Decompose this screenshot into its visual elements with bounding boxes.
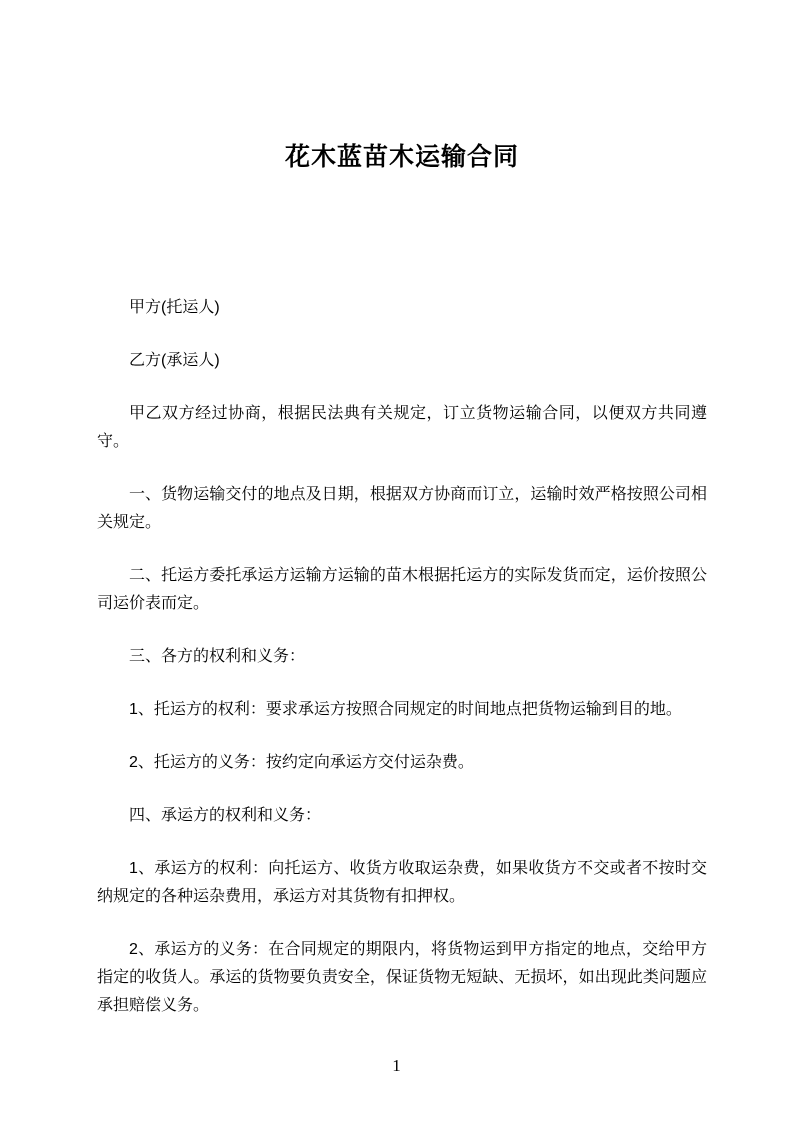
clause-3-item-1: 1、托运方的权利：要求承运方按照合同规定的时间地点把货物运输到目的地。 [129,701,682,718]
clause-4-item-2: 2、承运方的义务：在合同规定的期限内，将货物运到甲方指定的地点，交给甲方指定的收货人。承运的货物要负责安全，保证货物无短缺、无损坏，如出现此类问题应承担赔偿义务。 [97,941,707,1014]
clause-4-item-1: 1、承运方的权利：向托运方、收货方收取运杂费，如果收货方不交或者不按时交纳规定的各种运杂费用，承运方对其货物有扣押权。 [97,860,707,905]
party-b-line: 乙方(承运人) [129,352,220,369]
document-title: 花木蓝苗木运输合同 [284,143,519,171]
page-footer [0,1056,793,1076]
clause-2-paragraph: 二、托运方委托承运方运输方运输的苗木根据托运方的实际发货而定，运价按照公司运价表而定。 [97,567,707,612]
document-body [97,294,707,1020]
preamble-paragraph: 甲乙双方经过协商，根据民法典有关规定，订立货物运输合同，以便双方共同遵守。 [97,405,707,450]
page-number: 1 [392,1056,401,1075]
clause-1-paragraph: 一、货物运输交付的地点及日期，根据双方协商而订立，运输时效严格按照公司相关规定。 [97,486,707,531]
clause-3-item-2: 2、托运方的义务：按约定向承运方交付运杂费。 [129,754,474,771]
clause-3-heading: 三、各方的权利和义务： [129,648,306,665]
party-a-line: 甲方(托运人) [129,299,220,316]
clause-4-heading: 四、承运方的权利和义务： [129,807,322,824]
